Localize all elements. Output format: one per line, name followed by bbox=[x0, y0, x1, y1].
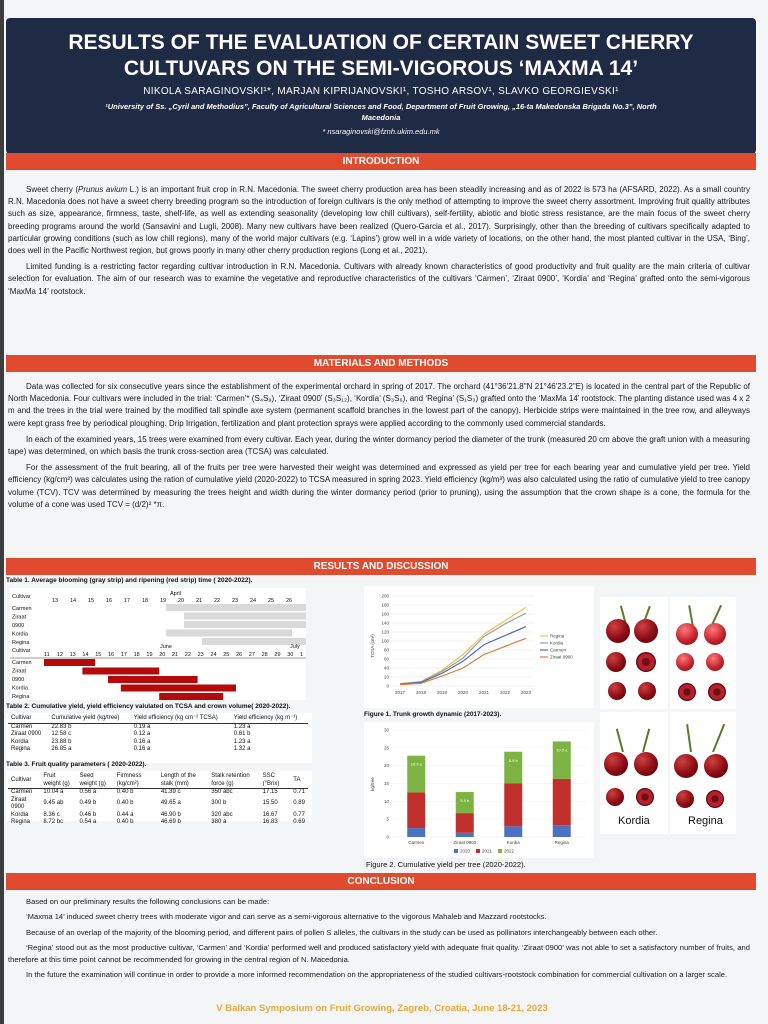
cherry-fruit bbox=[608, 682, 626, 700]
figure2-legend-label: 2022 bbox=[504, 848, 515, 854]
figure1-ytick: 200 bbox=[381, 593, 389, 599]
table1-chart bbox=[10, 588, 306, 700]
cherry-photo-carmen bbox=[600, 597, 668, 709]
figure1-xtick: 2023 bbox=[520, 690, 532, 695]
table3-cell: 0.69 bbox=[293, 819, 305, 825]
table2-cell: 0.61 b bbox=[233, 731, 251, 737]
methods-paragraph-1: Data was collected for six consecutive years since the establishment of the experimental orchard in spring of 2017. The orchard (41°36'21.8"N 21°46'23.2"E) is located in the central part of the Republic of North Macedonia. Four cultivars were included in the trial: ‘Carmen’* (S₄S₉), ‘Ziraat 0900’ (S₃S₁₂), ‘Kordia’ (S₃S₆), and ‘Regina’ (S₁S₃) grafted onto the ‘MaxMa 14’ rootstock. The planting distance used was 4 x 2 m and the trees in the trial were trained by the modified tall spindle axe system (permanent scaffold branches in the lowest part of the canopy). Herbicide strips were maintained in the tree row, and alleyways were kept grass free by periodical ploughing. Drip Irrigation, fertilization and plant protection sprays were applied according to the commonly used commercial standards. bbox=[8, 382, 750, 428]
table1-day-label: 18 bbox=[133, 652, 140, 658]
intro-p1-b: L.) is an important fruit crop in R.N. Macedonia. The sweet cherry production area has been steadily increasing and as of 2022 is 573 ha (AFSARD, 2022). As a small country R.N. Macedonia does not have a sweet cherry breeding program so the introduction of foreign cultivars is the only method of attempting to improve the sweet cherry assortment. Improving fruit quality attributes such as size, appearance, firmness, taste, shelf-life, as well as extending seasonality (developing low chill cultivars), self-fertility, abiotic and biotic stress resistance, are the main focus of the sweet cherry breeding programs around the world (Sansavini and Lugli, 2008). Many new cultivars have been realized (Quero-Garcia et al., 2017). Surprisingly, other than the breeding of cultivars specifically adapted to particular growing conditions (such as low chill regions), many of the world major cultivars (e.g. ‘Lapins’) grow well in a wide variety of locations, on the other hand, the most planted cultivar in the USA, ‘Bing’, does well in the Pacific Northwest region, but grows poorly in many other cherry production regions (Long et al., 2021). bbox=[8, 185, 750, 256]
figure2-xtick: Carmen bbox=[408, 840, 425, 845]
table1-cultivar-label: 0900 bbox=[12, 677, 25, 683]
figure1-ytick: 180 bbox=[381, 602, 389, 608]
figure2-bar-segment bbox=[456, 813, 474, 833]
table1-bloom-bar bbox=[184, 613, 306, 620]
cherry-fruit bbox=[676, 653, 694, 671]
figure2-ytick: 30 bbox=[383, 727, 389, 733]
figure2-legend-label: 2021 bbox=[482, 848, 493, 854]
table1-day-label: 25 bbox=[268, 598, 275, 604]
table2-cell: 12.58 c bbox=[51, 731, 72, 737]
table3-cell: 0.40 b bbox=[116, 789, 134, 795]
table1-day-label: 19 bbox=[160, 598, 167, 604]
section-header-conclusion: CONCLUSION bbox=[6, 873, 756, 890]
table1-bloom-bar bbox=[166, 604, 306, 611]
table2-title: Table 2. Cumulative yield, yield efficiency valulated on TCSA and crown volume( 2020-2022). bbox=[6, 703, 291, 710]
table3-title: Table 3. Fruit quality parameters ( 2020-2022). bbox=[6, 761, 147, 768]
table3-cell: 8.72 bc bbox=[43, 819, 64, 825]
figure1-caption: Figure 1. Trunk growth dynamic (2017-2023). bbox=[364, 711, 502, 718]
cherry-stem bbox=[686, 724, 692, 752]
table2-cell: Regina bbox=[11, 746, 31, 752]
table3-header-cell: Firmness (kg/cm²) bbox=[116, 773, 142, 787]
figure2-bar-segment bbox=[407, 792, 425, 828]
table1-day-label: 29 bbox=[274, 652, 281, 658]
table2-cell: 22.83 b bbox=[51, 723, 72, 730]
figure1-xtick: 2020 bbox=[457, 690, 469, 695]
table1-month-july: July bbox=[290, 644, 300, 650]
cherry-fruit bbox=[706, 653, 724, 671]
table2-cell: Ziraat 0900 bbox=[11, 731, 42, 737]
table3 bbox=[8, 773, 308, 827]
table2-cell: 26.85 a bbox=[51, 746, 72, 752]
figure1-series-line bbox=[400, 613, 526, 684]
title-line-2: CULTUVARS ON THE SEMI-VIGOROUS ‘MAXMA 14’ bbox=[123, 57, 639, 80]
table2-row bbox=[8, 723, 308, 731]
conclusion-text bbox=[8, 896, 750, 984]
table3-header-cell: Length of the stalk (mm) bbox=[160, 773, 196, 787]
figure1-ytick: 60 bbox=[383, 656, 389, 662]
figure2-ytick: 0 bbox=[386, 834, 389, 840]
table1-cultivar-label: Carmen bbox=[12, 606, 32, 612]
cherry-cut bbox=[678, 683, 696, 701]
materials-text bbox=[8, 381, 750, 515]
cherry-fruit bbox=[606, 619, 630, 643]
table3-header-cell: TA bbox=[293, 776, 301, 783]
table3-cell: 0.40 b bbox=[116, 819, 134, 825]
figure1-ytick: 160 bbox=[381, 611, 389, 617]
photo-label-regina: Regina bbox=[688, 815, 723, 827]
table1-day-label: 21 bbox=[172, 652, 179, 658]
table3-cell: 41.39 c bbox=[160, 789, 181, 795]
table3-header-cell: Seed weight (g) bbox=[79, 773, 106, 787]
figure2-bar-segment bbox=[504, 752, 522, 784]
table1-ripen-bar bbox=[82, 668, 159, 675]
figure1-ylabel: TCSA (cm²) bbox=[370, 634, 375, 658]
table1-bloom-bar bbox=[166, 630, 292, 637]
figure2-data-label: 10.3 a bbox=[410, 761, 422, 767]
conclusion-paragraph-2: Because of an overlap of the majority of the blooming period, and different pairs of pollen S alleles, the cultivars in the study can be used as pollinators interchangeably between each other. bbox=[26, 927, 658, 937]
figure2-legend-label: 2020 bbox=[460, 848, 471, 854]
table1-day-label: 17 bbox=[120, 652, 127, 658]
table1-day-label: 20 bbox=[159, 652, 166, 658]
table2-cell: 0.16 a bbox=[133, 738, 151, 745]
table1-day-label: 15 bbox=[95, 652, 102, 658]
table1-title: Table 1. Average blooming (gray strip) and ripening (red strip) time ( 2020-2022). bbox=[6, 577, 253, 584]
figure1-series-line bbox=[400, 627, 526, 685]
figure1-legend-label: Carmen bbox=[550, 647, 567, 653]
table3-header-cell: SSC (°Brix) bbox=[262, 773, 280, 787]
table2-row bbox=[8, 746, 308, 754]
introduction-text bbox=[8, 184, 750, 302]
table3-cell: 9.45 ab bbox=[43, 800, 64, 807]
table1-cultivar-label: Carmen bbox=[12, 660, 32, 666]
table1-gantt bbox=[10, 588, 306, 700]
table1-day-label: 14 bbox=[82, 652, 89, 658]
figure1-xtick: 2022 bbox=[499, 690, 511, 695]
figure1-xtick: 2018 bbox=[415, 690, 427, 695]
cherry-cut bbox=[706, 790, 724, 808]
table1-day-label: 15 bbox=[88, 598, 95, 604]
table1-day-label: 14 bbox=[70, 598, 77, 604]
table3-cell: 0.89 bbox=[293, 800, 305, 807]
figure2-ytick: 10 bbox=[383, 798, 389, 804]
figure2-data-label: 5.9 b bbox=[460, 798, 470, 804]
table3-cell: 0.71 bbox=[293, 789, 305, 795]
table2-cell: 0.16 a bbox=[133, 746, 151, 752]
table3-cell: 380 a bbox=[211, 819, 227, 825]
table1-cultivar-label: 0900 bbox=[12, 623, 25, 629]
table1-day-label: 23 bbox=[232, 598, 239, 604]
table1-day-label: 12 bbox=[56, 652, 63, 658]
table2-header-row bbox=[8, 715, 308, 723]
table3-cell: 46.69 b bbox=[160, 819, 181, 825]
table2-header-cell: Yield efficiency (kg cm⁻² TCSA) bbox=[133, 715, 218, 721]
table2-cell: Kordia bbox=[11, 738, 29, 745]
figure1-xtick: 2019 bbox=[436, 690, 448, 695]
left-edge-strip bbox=[0, 0, 4, 1024]
cherry-cut bbox=[636, 788, 654, 806]
table2-header-cell: Yield efficiency (kg m⁻³) bbox=[233, 715, 298, 721]
section-header-materials: MATERIALS AND METHODS bbox=[6, 355, 756, 372]
table3-cell: 0.49 b bbox=[79, 800, 97, 807]
cherry-photo-ziraat bbox=[670, 597, 736, 709]
table3-cell: 17.15 bbox=[262, 789, 278, 795]
table3-row bbox=[8, 819, 308, 827]
table3-cell: Regina bbox=[11, 819, 31, 825]
figure2-ytick: 5 bbox=[386, 816, 389, 822]
figure2-bar-segment bbox=[553, 825, 571, 837]
figure2-chart bbox=[364, 722, 594, 858]
table1-ripen-bar bbox=[159, 693, 223, 700]
cherry-fruit bbox=[634, 752, 658, 776]
table1-day-label: 22 bbox=[184, 652, 191, 658]
table2-cell: 1.23 a bbox=[233, 723, 251, 730]
table1-bloom-bar bbox=[184, 621, 306, 628]
table1-day-label: 13 bbox=[52, 598, 59, 604]
table1-ripen-bar bbox=[121, 685, 236, 692]
figure1-legend-label: Regina bbox=[550, 633, 565, 639]
cherry-stem bbox=[712, 724, 725, 753]
table1-day-label: 16 bbox=[106, 598, 113, 604]
cherry-cut bbox=[708, 683, 726, 701]
figure2-bar-segment bbox=[456, 833, 474, 837]
footer-conference: V Balkan Symposium on Fruit Growing, Zagreb, Croatia, June 18-21, 2023 bbox=[216, 1003, 548, 1014]
table1-day-label: 28 bbox=[261, 652, 268, 658]
table2-cell: 0.19 a bbox=[133, 723, 151, 730]
figure2-ytick: 20 bbox=[383, 763, 389, 769]
table1-day-label: 18 bbox=[142, 598, 149, 604]
table1-day-label: 20 bbox=[178, 598, 185, 604]
table1-cultivar-header: Cultivar bbox=[12, 594, 31, 600]
poster-title bbox=[6, 30, 756, 82]
conclusion-paragraph-1: ‘Maxma 14’ induced sweet cherry trees with moderate vigor and can serve as a semi-vigorous alternative to the vigorous Mahaleb and Mazzard rootstocks. bbox=[26, 912, 547, 922]
table1-cultivar-label: Regina bbox=[12, 640, 30, 646]
table3-cell: 0.40 b bbox=[116, 800, 134, 807]
methods-paragraph-3: For the assessment of the fruit bearing, all of the fruits per tree were harvested their weight was determined and expressed as yield per tree for each bearing year and cumulative yield per tree. Yield efficiency (kg/cm²) was calculates using the ration of cumulative yield (2020-2022) to TCSA measured in spring 2023. Yield efficiency (kg/m³) was also calculated using the ratio of cumulative yield to tree canopy volume (TCV). TCV was determined by measuring the trees height and width during the winter dormancy period (prior to pruning), using the assumption that the crown shape is a cone, the formula for the volume of a cone was used TCV = (d/2)² *π. bbox=[8, 463, 750, 509]
email: * nsaraginovski@fznh.ukim.edu.mk bbox=[322, 127, 440, 136]
conclusion-paragraph-3: ‘Regina’ stood out as the most productive cultivar, ‘Carmen’ and ‘Kordia’ performed well and produced satisfactory yield with adequate fruit quality. ‘Ziraat 0900’ was not able to set a satisfactory number of fruits, and therefore at this time point cannot be recommended for growing in the central region of N. Macedonia. bbox=[8, 943, 750, 964]
table2-cell: 23.88 b bbox=[51, 738, 72, 745]
figure2-xtick: Ziraat 0900 bbox=[453, 840, 477, 845]
figure2-legend-swatch bbox=[498, 849, 502, 853]
intro-paragraph-1 bbox=[8, 184, 750, 257]
table1-day-label: 11 bbox=[44, 652, 50, 658]
table1-cultivar-label: Kordia bbox=[12, 631, 28, 638]
table3-cell: 46.90 b bbox=[160, 811, 181, 818]
figure1-chart bbox=[364, 586, 594, 708]
affiliation: ¹University of Ss. „Cyril and Methodius”, Faculty of Agricultural Sciences and Food, Department of Fruit Growing, „16-ta Makedonska Brigada No.3”, North Macedonia bbox=[105, 102, 657, 122]
figure1-ytick: 120 bbox=[381, 629, 389, 635]
cherry-fruit bbox=[638, 682, 656, 700]
table3-cell: 300 b bbox=[211, 800, 227, 807]
figure1-legend-label: Kordia bbox=[550, 640, 564, 646]
table1-day-label: 13 bbox=[69, 652, 76, 658]
figure2-xtick: Regina bbox=[554, 840, 569, 845]
conclusion-paragraph-4: In the future the examination will continue in order to provide a more informed recommendation on the appropriateness of the studied cultivars-rootstock combination for commercial cultivation on a larger scale. bbox=[26, 970, 728, 980]
table3-cell: Kordia bbox=[11, 811, 29, 818]
figure2-caption: Figure 2. Cumulative yield per tree (2020-2022). bbox=[366, 860, 526, 869]
figure2-bar-segment bbox=[504, 784, 522, 827]
table2-header-cell: Cultivar bbox=[11, 715, 32, 721]
cherry-fruit bbox=[704, 754, 728, 778]
cherry-fruit bbox=[604, 752, 628, 776]
figure2-ylabel: kg/tree bbox=[370, 777, 375, 791]
table1-cultivar-label: Regina bbox=[12, 694, 30, 700]
table2-cell: 1.32 a bbox=[233, 746, 251, 752]
table1-day-label: 30 bbox=[287, 652, 294, 658]
poster-header bbox=[6, 18, 756, 154]
table3-cell: 0.54 a bbox=[79, 819, 97, 825]
cherry-stem bbox=[642, 729, 650, 753]
cherry-fruit bbox=[674, 754, 698, 778]
intro-paragraph-2: Limited funding is a restricting factor regarding cultivar introduction in R.N. Macedonia. Cultivars with already known characteristics of good productivity and fruit quality are the main criteria of cultivar selection for evaluation. The aim of our research was to examine the vegetative and reproductive characteristics of the cultivars ‘Carmen’, ‘Ziraat 0900’, ‘Kordia’ and ‘Regina’ grafted onto the semi-vigorous ‘MaxMa 14’ rootstock. bbox=[8, 262, 750, 296]
table2-cell: Carmen bbox=[11, 723, 33, 730]
table2-header-cell: Cumulative yield (kg/tree) bbox=[51, 715, 120, 721]
table1-month-june: June bbox=[160, 644, 172, 650]
table3-header-cell: Stalk retention force (g) bbox=[211, 773, 250, 787]
table1-day-label: 16 bbox=[108, 652, 115, 658]
table3-cell: 16.67 bbox=[262, 811, 278, 818]
table3-row bbox=[8, 797, 308, 812]
table3-cell: Ziraat 0900 bbox=[11, 796, 27, 810]
table3-cell: 15.50 bbox=[262, 800, 278, 807]
table1-ripen-bar bbox=[44, 659, 95, 666]
table1-day-label: 19 bbox=[146, 652, 153, 658]
table3-header-cell: Fruit weight (g) bbox=[43, 773, 70, 787]
table3-cell: 8.36 c bbox=[43, 811, 60, 818]
figure2-legend-swatch bbox=[476, 849, 480, 853]
figure1-ytick: 0 bbox=[386, 683, 389, 689]
figure2-ytick: 15 bbox=[383, 781, 389, 786]
table1-day-label: 26 bbox=[236, 652, 243, 658]
table1-day-label: 26 bbox=[286, 598, 293, 604]
table1-day-label: 24 bbox=[250, 598, 257, 604]
conclusion-paragraph-0: Based on our preliminary results the following conclusions can be made: bbox=[26, 897, 270, 906]
photo-label-kordia: Kordia bbox=[618, 815, 650, 827]
figure1-xtick: 2017 bbox=[394, 690, 406, 695]
figure1-ytick: 140 bbox=[381, 620, 389, 626]
section-header-results: RESULTS AND DISCUSSION bbox=[6, 558, 756, 575]
figure1-ytick: 20 bbox=[383, 674, 389, 680]
table3-cell: 320 abc bbox=[211, 811, 233, 818]
table3-row bbox=[8, 789, 308, 797]
figure1-legend-label: Ziraat 0900 bbox=[550, 654, 573, 660]
table3-cell: 350 abc bbox=[211, 789, 233, 795]
table1-cultivar-header: Cultivar bbox=[12, 648, 31, 654]
table2-cell: 1.23 a bbox=[233, 738, 251, 745]
cherry-photo-kordia bbox=[600, 712, 668, 834]
cherry-stem bbox=[616, 729, 624, 753]
table3-cell: 0.46 b bbox=[79, 811, 97, 818]
table1-month-april: April bbox=[170, 591, 182, 597]
table2-row bbox=[8, 731, 308, 739]
table2-cell: 0.12 a bbox=[133, 731, 151, 737]
table3-row bbox=[8, 812, 308, 820]
cherry-fruit bbox=[676, 790, 694, 808]
section-header-introduction: INTRODUCTION bbox=[6, 153, 756, 170]
title-line-1: RESULTS OF THE EVALUATION OF CERTAIN SWEET CHERRY bbox=[68, 31, 694, 54]
table1-ripen-bar bbox=[108, 676, 198, 683]
table2-box bbox=[6, 713, 312, 763]
table3-cell: 16.83 bbox=[262, 819, 278, 825]
cherry-fruit bbox=[704, 623, 726, 645]
figure2-ytick: 25 bbox=[383, 745, 389, 751]
table3-cell: 0.56 a bbox=[79, 789, 97, 795]
figure1-ytick: 80 bbox=[383, 647, 389, 653]
table1-cultivar-label: Ziraat bbox=[12, 614, 27, 621]
table1-day-label: 24 bbox=[210, 652, 217, 658]
cherry-fruit bbox=[606, 652, 626, 672]
figure2-legend-swatch bbox=[454, 849, 458, 853]
cherry-photo-regina bbox=[670, 712, 736, 834]
table3-box bbox=[6, 771, 312, 825]
table2-row bbox=[8, 739, 308, 747]
authors: NIKOLA SARAGINOVSKI¹*, MARJAN KIPRIJANOVSKI¹, TOSHO ARSOV¹, SLAVKO GEORGIEVSKI¹ bbox=[143, 86, 619, 97]
figure2-bar-segment bbox=[504, 826, 522, 837]
cherry-fruit bbox=[606, 788, 624, 806]
table3-cell: Carmen bbox=[11, 789, 33, 795]
table3-header-cell: Cultivar bbox=[11, 776, 32, 783]
table1-cultivar-label: Kordia bbox=[12, 685, 28, 692]
cherry-fruit bbox=[634, 619, 658, 643]
cherry-fruit bbox=[676, 623, 698, 645]
methods-paragraph-2: In each of the examined years, 15 trees were examined from every cultivar. Each year, during the winter dormancy period the diameter of the trunk (measured 20 cm above the graft union with a measuring tape) was determined, on which basis the trunk cross-section area (TCSA) was calculated. bbox=[8, 434, 750, 457]
table3-cell: 10.04 a bbox=[43, 789, 64, 795]
figure1-ytick: 40 bbox=[383, 665, 389, 671]
figure2-bar-segment bbox=[407, 828, 425, 837]
table3-header-row bbox=[8, 773, 308, 789]
table1-day-label: 1 bbox=[300, 652, 304, 658]
figure1-xtick: 2021 bbox=[478, 690, 490, 695]
figure2-data-label: 10.5 a bbox=[556, 747, 568, 753]
table1-day-label: 21 bbox=[196, 598, 203, 604]
figure2-data-label: 8.9 b bbox=[508, 757, 518, 763]
figure2-xtick: Kordia bbox=[506, 840, 520, 845]
table2 bbox=[8, 715, 308, 754]
figure2-bar-segment bbox=[553, 779, 571, 825]
table1-day-label: 23 bbox=[197, 652, 204, 658]
figure1-ytick: 100 bbox=[381, 638, 389, 644]
table1-cultivar-label: Ziraat bbox=[12, 668, 27, 675]
figure1-box bbox=[364, 586, 594, 708]
table1-day-label: 25 bbox=[223, 652, 230, 658]
table1-day-label: 22 bbox=[214, 598, 221, 604]
figure2-box bbox=[364, 722, 594, 858]
table3-cell: 0.77 bbox=[293, 811, 305, 818]
cherry-cut bbox=[636, 652, 656, 672]
table3-cell: 49.65 a bbox=[160, 800, 181, 807]
table1-day-label: 27 bbox=[248, 652, 255, 658]
table3-cell: 0.44 a bbox=[116, 811, 134, 818]
table1-day-label: 17 bbox=[124, 598, 131, 604]
intro-p1-species: Prunus avium bbox=[78, 185, 128, 194]
intro-p1-a: Sweet cherry ( bbox=[26, 185, 79, 194]
